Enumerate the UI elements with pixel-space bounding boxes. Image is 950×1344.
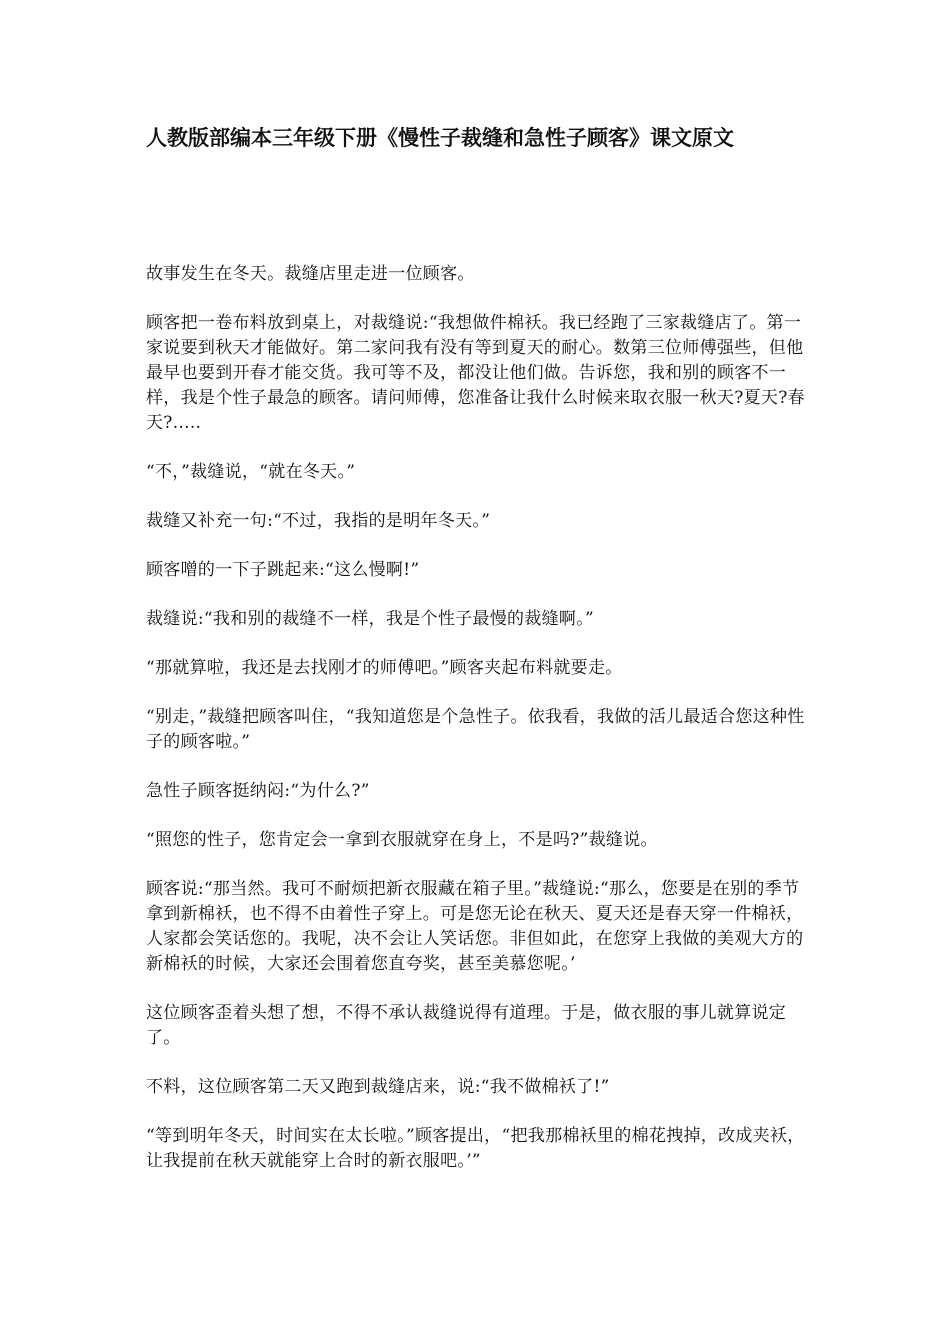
paragraph: “别走，”裁缝把顾客叫住，“我知道您是个急性子。依我看，我做的活儿最适合您这种性子的顾客啦。” — [146, 707, 805, 752]
paragraph: 裁缝说:“我和别的裁缝不一样，我是个性子最慢的裁缝啊。” — [146, 609, 595, 629]
document-title: 人教版部编本三年级下册《慢性子裁缝和急性子顾客》课文原文 — [146, 126, 734, 150]
paragraph: “照您的性子，您肯定会一拿到衣服就穿在身上，不是吗?”裁缝说。 — [146, 830, 658, 850]
paragraph: 顾客说:“那当然。我可不耐烦把新衣服藏在箱子里。”裁缝说:“那么，您要是在别的季节拿到新棉袄，也不得不由着性子穿上。可是您无论在秋天、夏天还是春天穿一件棉袄，人家都会笑话您的。我呢，决不会让人笑话您。非但如此，在您穿上我做的美观大方的新棉袄的时候，大家还会围着您直夸奖，甚至美慕您呢。’ — [146, 879, 804, 974]
paragraph: 急性子顾客挺纳闷:“为什么?” — [146, 781, 370, 801]
paragraph: 顾客把一卷布料放到桌上，对裁缝说:“我想做件棉袄。我已经跑了三家裁缝店了。第一家说要到秋天才能做好。第二家问我有没有等到夏天的耐心。数第三位师傅强些，但他最早也要到开春才能交货。我可等不及，都没让他们做。告诉您，我和别的顾客不一样，我是个性子最急的顾客。请问师傅，您准备让我什么时候来取衣服一秋天?夏天?春天?..... — [146, 313, 805, 433]
paragraph: “那就算啦，我还是去找刚才的师傅吧。”顾客夹起布料就要走。 — [146, 658, 623, 678]
paragraph: “不，”裁缝说，“就在冬天。” — [146, 462, 356, 482]
paragraph: 不料，这位顾客第二天又跑到裁缝店来，说:“我不做棉袄了!” — [146, 1077, 610, 1097]
document-body — [146, 262, 806, 1198]
paragraph: 故事发生在冬天。裁缝店里走进一位顾客。 — [146, 264, 475, 284]
paragraph: “等到明年冬天，时间实在太长啦。”顾客提出，“把我那棉袄里的棉花拽掉，改成夹袄，让我提前在秋天就能穿上合时的新衣服吧。’” — [146, 1126, 805, 1171]
paragraph: 裁缝又补充一句:“不过，我指的是明年冬天。” — [146, 511, 491, 531]
paragraph: 这位顾客歪着头想了想，不得不承认裁缝说得有道理。于是，做衣服的事儿就算说定了。 — [146, 1003, 787, 1048]
paragraph: 顾客噌的一下子跳起来:“这么慢啊!” — [146, 560, 420, 580]
